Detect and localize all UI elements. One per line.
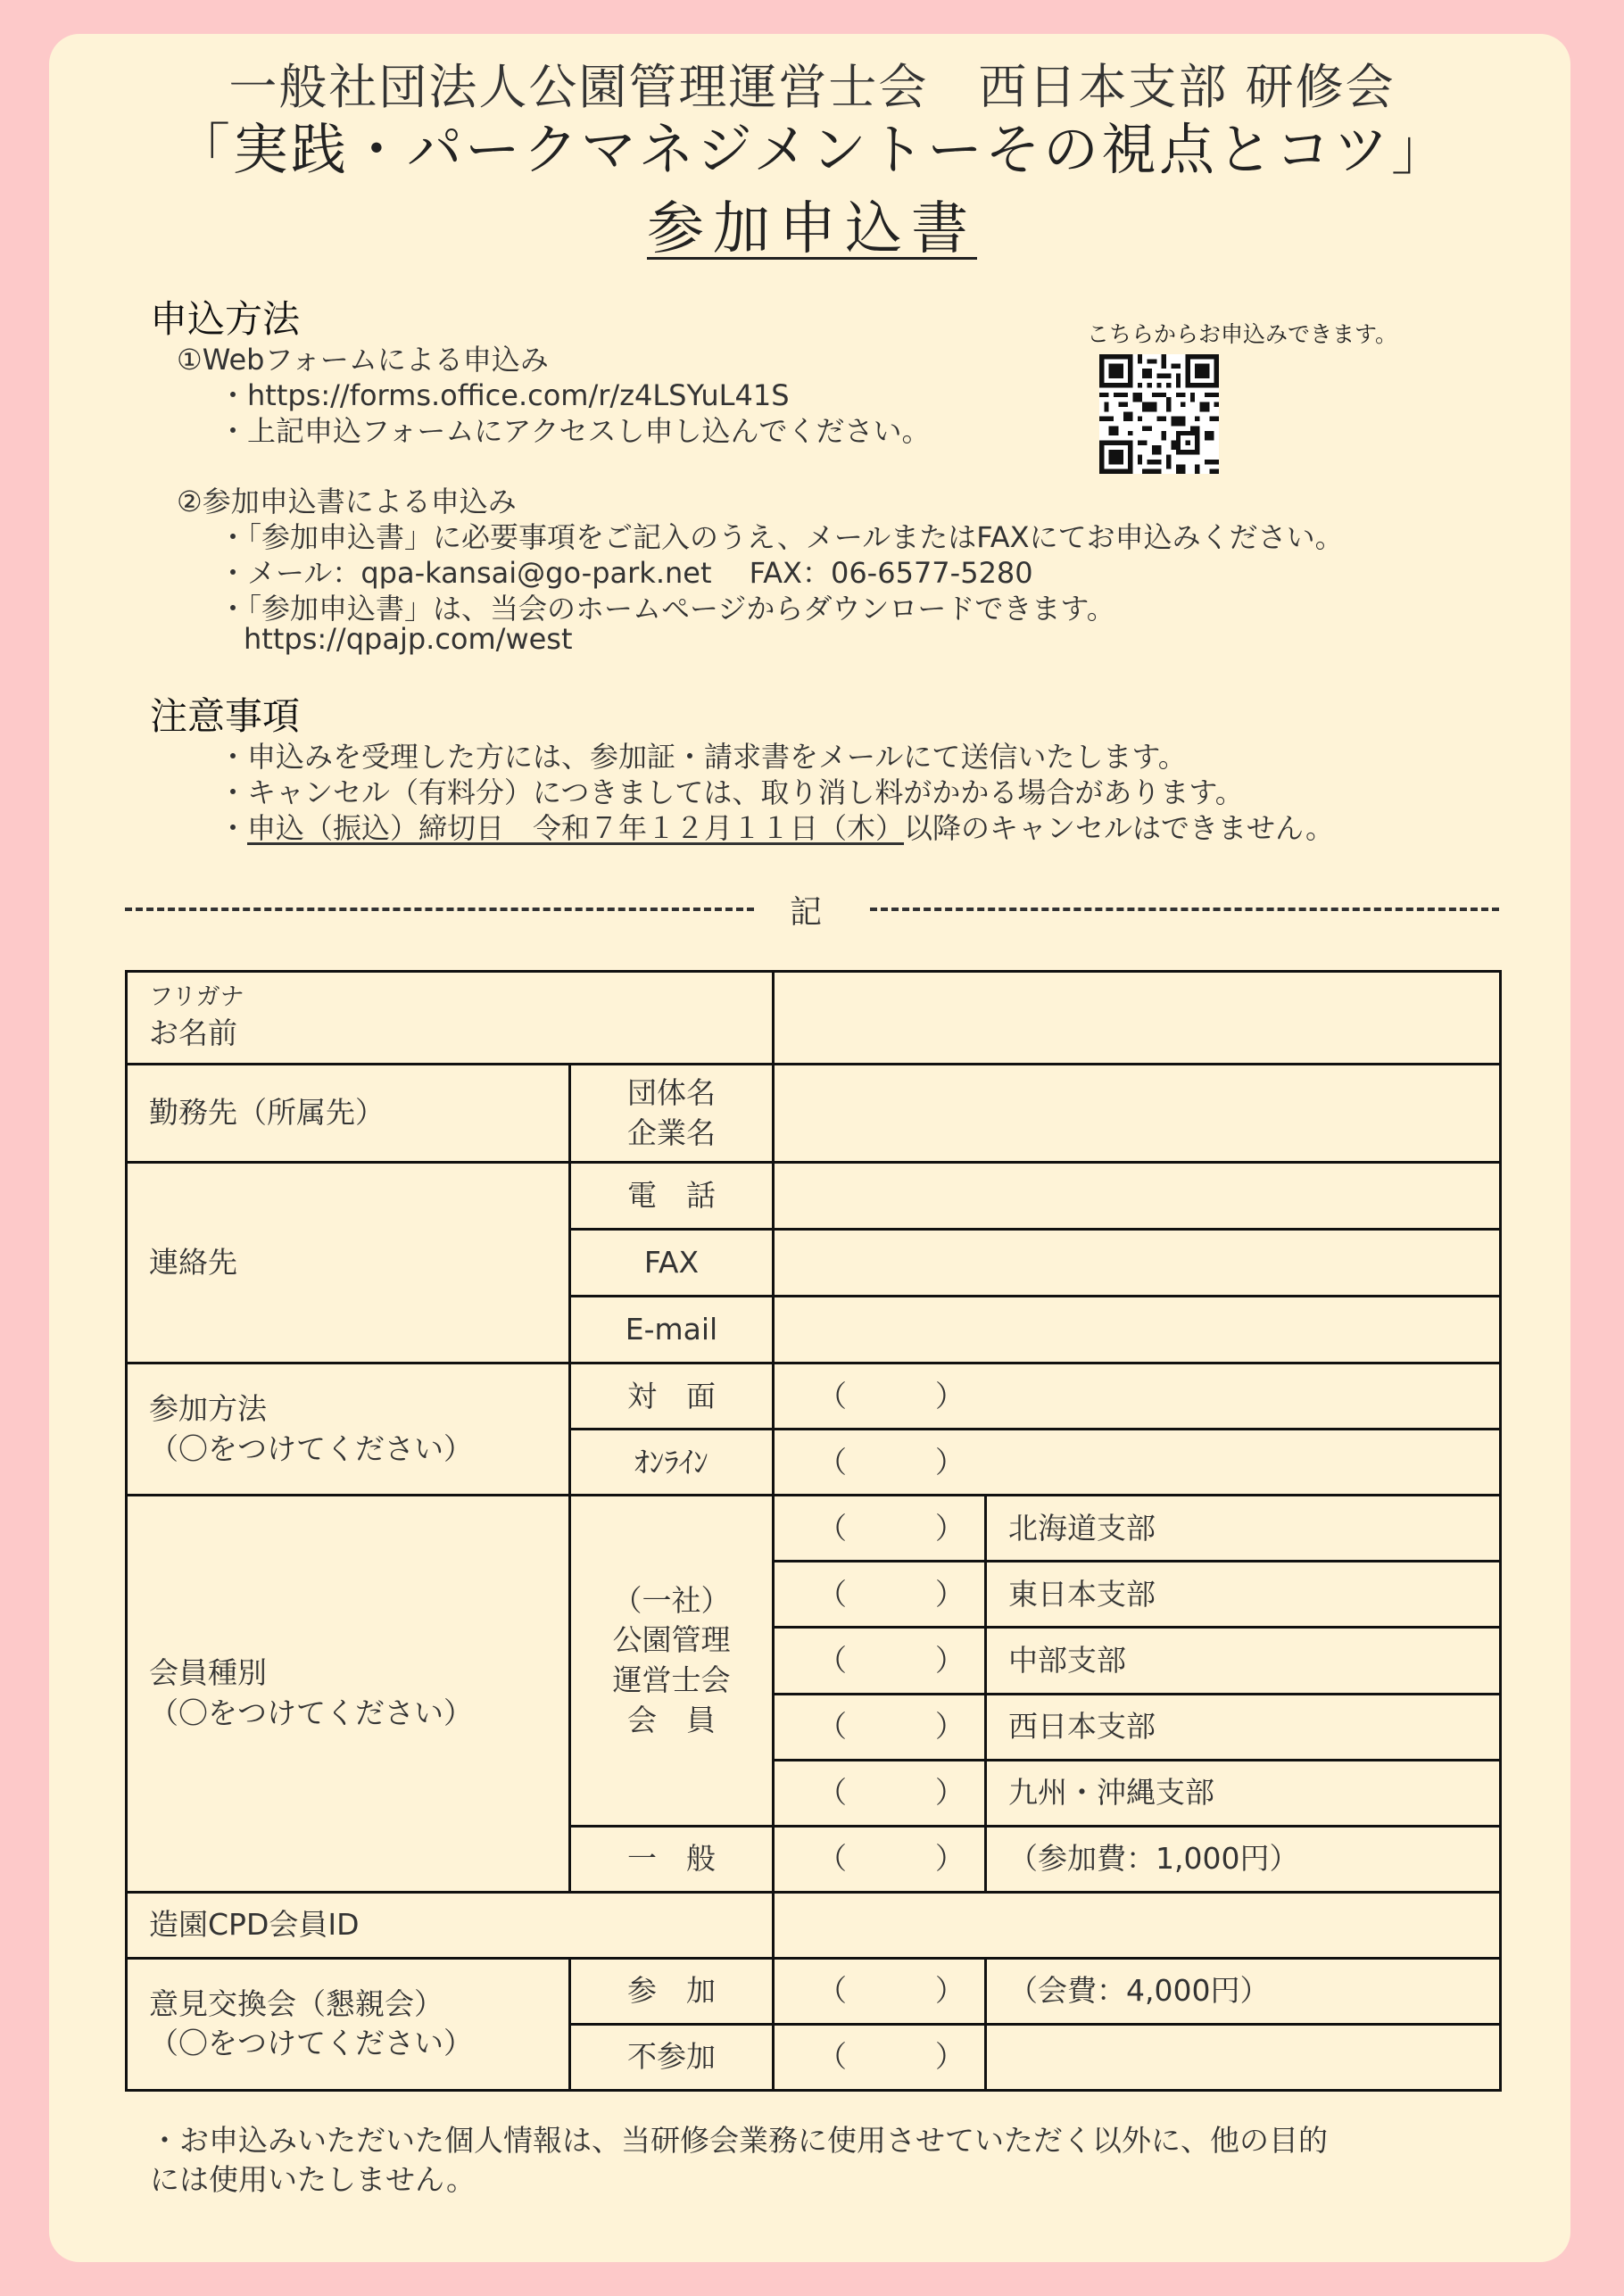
separator <box>125 892 1499 931</box>
social-absent-label: 不参加 <box>570 2024 774 2090</box>
branch-choice[interactable]: （ ） <box>774 1760 986 1826</box>
contact-label: 連絡先 <box>127 1163 570 1364</box>
online-choice[interactable]: （ ） <box>774 1430 1501 1496</box>
application-heading: 申込方法 <box>150 297 301 341</box>
paper-heading: ②参加申込書による申込み <box>177 485 517 518</box>
cpd-id-label: 造園CPD会員ID <box>127 1892 774 1958</box>
qr-caption: こちらからお申込みできます。 <box>1087 321 1398 347</box>
social-attend-choice[interactable]: （ ） <box>774 1958 986 2024</box>
online-label: ｵﾝﾗｲﾝ <box>570 1430 774 1496</box>
separator-label: 記 <box>790 894 823 931</box>
organizer-line: 一般社団法人公園管理運営士会 西日本支部 研修会 <box>228 59 1396 115</box>
note-1: ・申込みを受理した方には、参加証・請求書をメールにて送信いたします。 <box>219 740 1187 774</box>
workplace-label: 勤務先（所属先） <box>127 1065 570 1163</box>
branch-choice[interactable]: （ ） <box>774 1562 986 1628</box>
member-org-label: （一社） 公園管理 運営士会 会 員 <box>570 1496 774 1826</box>
attend-method-label: 参加方法 （〇をつけてください） <box>127 1364 570 1496</box>
seminar-title: 「実践・パークマネジメントーその視点とコツ」 <box>174 117 1450 182</box>
general-fee: （参加費：1,000円） <box>986 1826 1501 1892</box>
note-2: ・キャンセル（有料分）につきましては、取り消し料がかかる場合があります。 <box>219 775 1244 809</box>
email-input[interactable] <box>774 1297 1501 1364</box>
in-person-choice[interactable]: （ ） <box>774 1364 1501 1430</box>
branch-choice[interactable]: （ ） <box>774 1694 986 1760</box>
branch-label: 西日本支部 <box>986 1694 1501 1760</box>
phone-label: 電 話 <box>570 1163 774 1230</box>
name-input[interactable] <box>774 972 1501 1065</box>
paper-note-1: ・「参加申込書」に必要事項をご記入のうえ、メールまたはFAXにてお申込みください。 <box>219 520 1344 554</box>
branch-label: 東日本支部 <box>986 1562 1501 1628</box>
web-note: ・上記申込フォームにアクセスし申し込んでください。 <box>219 414 931 448</box>
paper-note-2: ・メール：qpa-kansai@go-park.net FAX：06-6577-5280 <box>219 556 1033 590</box>
notes-heading: 注意事項 <box>150 694 301 738</box>
general-choice[interactable]: （ ） <box>774 1826 986 1892</box>
paper-note-3: ・「参加申込書」は、当会のホームページからダウンロードできます。 <box>219 592 1115 626</box>
social-absent-choice[interactable]: （ ） <box>774 2024 986 2090</box>
form-title: 参加申込書 <box>647 196 977 262</box>
in-person-label: 対 面 <box>570 1364 774 1430</box>
privacy-note-2: には使用いたしません。 <box>150 2162 476 2197</box>
paper-url[interactable]: https://qpajp.com/west <box>244 622 573 656</box>
qr-code-icon[interactable] <box>1099 354 1219 474</box>
application-form-table <box>125 970 1502 2092</box>
social-label: 意見交換会（懇親会） （〇をつけてください） <box>127 1958 570 2090</box>
name-label: フリガナ お名前 <box>127 972 774 1065</box>
note-3: ・申込（振込）締切日 令和７年１２月１１日（木）以降のキャンセルはできません。 <box>219 811 1334 845</box>
branch-label: 中部支部 <box>986 1628 1501 1694</box>
phone-input[interactable] <box>774 1163 1501 1230</box>
org-name-input[interactable] <box>774 1065 1501 1163</box>
social-attend-label: 参 加 <box>570 1958 774 2024</box>
email-label: E-mail <box>570 1297 774 1364</box>
branch-choice[interactable]: （ ） <box>774 1496 986 1562</box>
cpd-id-input[interactable] <box>774 1892 1501 1958</box>
social-absent-blank <box>986 2024 1501 2090</box>
social-fee: （会費：4,000円） <box>986 1958 1501 2024</box>
branch-label: 北海道支部 <box>986 1496 1501 1562</box>
fax-input[interactable] <box>774 1230 1501 1297</box>
member-type-label: 会員種別 （〇をつけてください） <box>127 1496 570 1892</box>
fax-label: FAX <box>570 1230 774 1297</box>
privacy-note-1: ・お申込みいただいた個人情報は、当研修会業務に使用させていただく以外に、他の目的 <box>150 2123 1328 2158</box>
branch-choice[interactable]: （ ） <box>774 1628 986 1694</box>
branch-label: 九州・沖縄支部 <box>986 1760 1501 1826</box>
deadline: 申込（振込）締切日 令和７年１２月１１日（木） <box>247 811 905 845</box>
web-url[interactable]: ・https://forms.office.com/r/z4LSYuL41S <box>219 378 790 412</box>
org-name-label: 団体名 企業名 <box>570 1065 774 1163</box>
general-label: 一 般 <box>570 1826 774 1892</box>
web-heading: ①Webフォームによる申込み <box>177 343 549 377</box>
